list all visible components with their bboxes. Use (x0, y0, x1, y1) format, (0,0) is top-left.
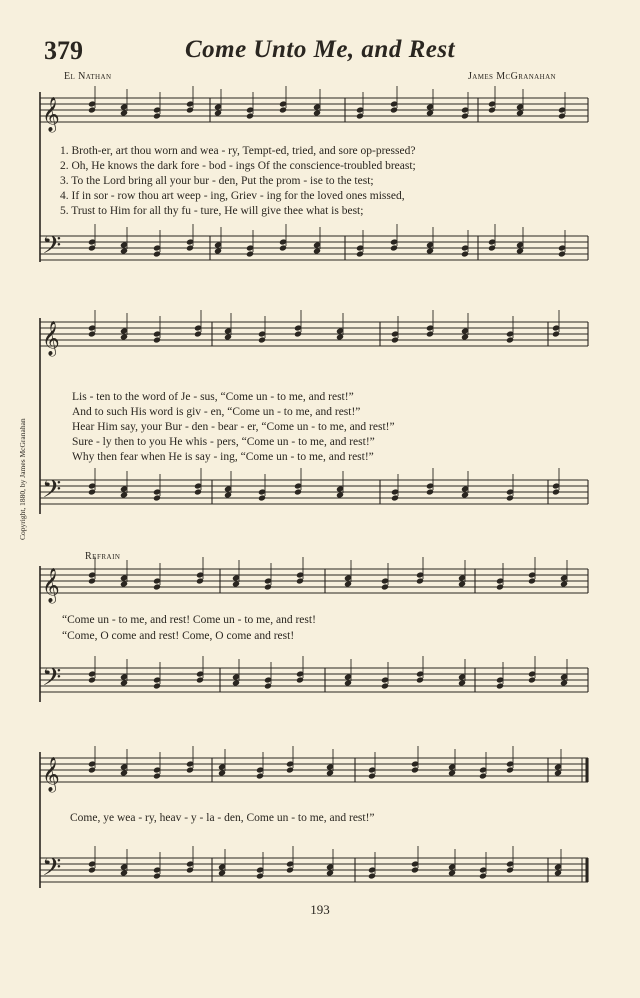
lyricist-credit: El Nathan (64, 71, 112, 82)
verse-2-line-b: And to such His word is giv - en, “Come un - to me, and rest!” (72, 406, 361, 418)
system-1-bass-clef: 𝄢 (42, 231, 62, 266)
refrain-line-2: “Come, O come and rest! Come, O come and rest! (62, 630, 295, 642)
hymn-title: Come Unto Me, and Rest (184, 36, 456, 63)
refrain-line-1: “Come un - to me, and rest! Come un - to me, and rest! (62, 614, 316, 626)
copyright-text: Copyright, 1880, by James McGranahan (18, 418, 27, 540)
verse-4-line-a: 4. If in sor - row thou art weep - ing, Griev - ing for the loved ones missed, (60, 190, 405, 202)
verse-5-line-b: Why then fear when He is say - ing, “Come un - to me, and rest!” (72, 451, 374, 463)
verse-3-line-b: Hear Him say, your Bur - den - bear - er, “Come un - to me, and rest!” (72, 421, 395, 433)
verse-5-line-a: 5. Trust to Him for all thy fu - ture, He will give thee what is best; (60, 205, 364, 217)
composer-credit: James McGranahan (467, 71, 556, 82)
system-3-bass-clef: 𝄢 (42, 663, 62, 698)
system-1-treble-clef: 𝄞 (42, 97, 60, 132)
page-number: 193 (310, 902, 330, 917)
final-line: Come, ye wea - ry, heav - y - la - den, Come un - to me, and rest!” (70, 812, 375, 824)
verse-2-line-a: 2. Oh, He knows the dark fore - bod - ings Of the conscience-troubled breast; (60, 160, 416, 172)
verse-3-line-a: 3. To the Lord bring all your bur - den, Put the prom - ise to the test; (60, 175, 374, 187)
verse-4-line-b: Sure - ly then to you He whis - pers, “Come un - to me, and rest!” (72, 436, 375, 448)
verse-1-line-a: 1. Broth-er, art thou worn and wea - ry, Tempt-ed, tried, and sore op-pressed? (60, 145, 416, 157)
system-4-treble-clef: 𝄞 (42, 757, 60, 792)
hymn-number: 379 (44, 36, 83, 65)
verse-1-line-b: Lis - ten to the word of Je - sus, “Come un - to me, and rest!” (72, 391, 354, 403)
refrain-label: Refrain (85, 551, 121, 562)
system-3-treble-clef: 𝄞 (42, 568, 60, 603)
system-2-treble-clef: 𝄞 (42, 321, 60, 356)
system-2-bass-clef: 𝄢 (42, 475, 62, 510)
system-4-bass-clef: 𝄢 (42, 853, 62, 888)
